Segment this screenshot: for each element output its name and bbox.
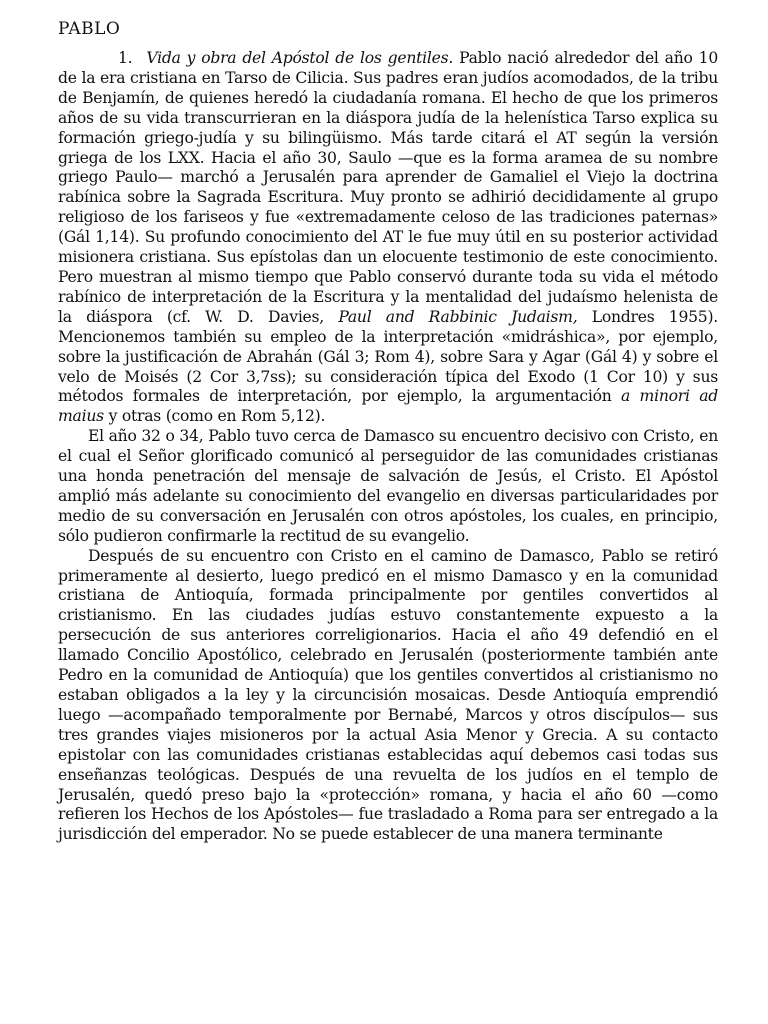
paragraph-1: [58, 49, 718, 427]
section-number: 1.: [118, 49, 133, 67]
reference-title: Paul and Rabbinic Judaism,: [338, 307, 578, 326]
section-heading: Vida y obra del Apóstol de los gentiles.: [146, 49, 454, 67]
paragraph-1-text-c: y otras (como en Rom 5,12).: [103, 407, 326, 426]
paragraph-1-text-a: Pablo nació alrededor del año 10 de la era cristiana en Tarso de Cilicia. Sus padres eran judíos acomodados, de la tribu de Benjamín, de quienes heredó la ciudadanía romana. El hecho de que los primeros años de su vida transcurrieran en la diáspora judía de la helenística Tarso explica su formación griego-judía y su bilingüismo. Más tarde citará el AT según la versión griega de los LXX. Hacia el año 30, Saulo —que es la forma aramea de su nombre griego Paulo— marchó a Jerusalén para aprender de Gamaliel el Viejo la doctrina rabínica sobre la Sagrada Escritura. Muy pronto se adhirió decididamente al grupo religioso de los fariseos y fue «extremadamente celoso de las tradiciones paternas» (Gál 1,14). Su profundo conocimiento del AT le fue muy útil en su posterior actividad misionera cristiana. Sus epístolas dan un elocuente testimonio de este conocimiento. Pero muestran al mismo tiempo que Pablo conservó durante toda su vida el método rabínico de interpretación de la Escritura y la mentalidad del judaísmo helenista de la diáspora (cf. W. D. Davies,: [58, 49, 718, 326]
latin-phrase: a minori ad maius: [58, 387, 718, 426]
paragraph-1-text-b: Londres 1955). Mencionemos también su empleo de la interpretación «midráshica», por ejemplo, sobre la justificación de Abrahán (Gál 3; Rom 4), sobre Sara y Agar (Gál 4) y sobre el velo de Moisés (2 Cor 3,7ss); su consideración típica del Exodo (1 Cor 10) y sus métodos formales de interpretación, por ejemplo, la argumentación: [58, 307, 719, 406]
running-header: PABLO: [58, 19, 121, 39]
paragraph-2: El año 32 o 34, Pablo tuvo cerca de Damasco su encuentro decisivo con Cristo, en el cual el Señor glorificado comunicó al perseguidor de las comunidades cristianas una honda penetración del mensaje de salvación de Jesús, el Cristo. El Apóstol amplió más adelante su conocimiento del evangelio en diversas particularidades por medio de su conversación en Jerusalén con otros apóstoles, los cuales, en principio, sólo pudieron confirmarle la rectitud de su evangelio.: [58, 427, 718, 545]
paragraph-3: Después de su encuentro con Cristo en el camino de Damasco, Pablo se retiró primeramente al desierto, luego predicó en el mismo Damasco y en la comunidad cristiana de Antioquía, formada principalmente por gentiles convertidos al cristianismo. En las ciudades judías estuvo constantemente expuesto a la persecución de sus anteriores correligionarios. Hacia el año 49 defendió en el llamado Concilio Apostólico, celebrado en Jerusalén (posteriormente también ante Pedro en la comunidad de Antioquía) que los gentiles convertidos al cristianismo no estaban obligados a la ley y la circuncisión mosaicas. Desde Antioquía emprendió luego —acompañado temporalmente por Bernabé, Marcos y otros discípulos— sus tres grandes viajes misioneros por la actual Asia Menor y Grecia. A su contacto epistolar con las comunidades cristianas establecidas aquí debemos casi todas sus enseñanzas teológicas. Después de una revuelta de los judíos en el templo de Jerusalén, quedó preso bajo la «protección» romana, y hacia el año 60 —como refieren los Hechos de los Apóstoles— fue trasladado a Roma para ser entregado a la jurisdicción del emperador. No se puede establecer de una manera terminante: [58, 546, 718, 844]
document-page: [58, 18, 718, 845]
